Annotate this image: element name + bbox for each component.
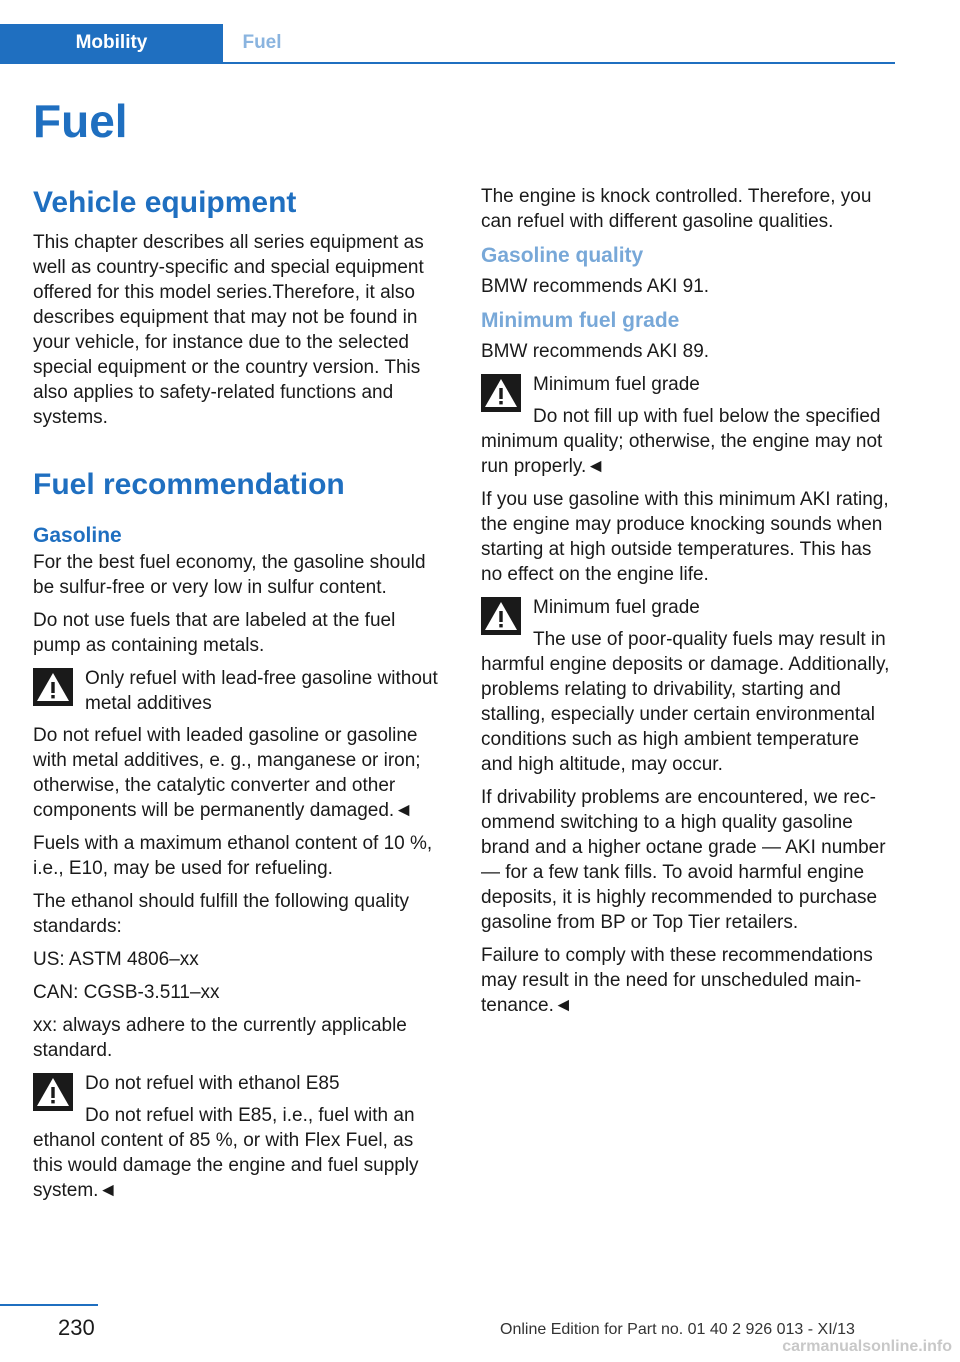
warning-body: Do not fill up with fuel below the specified minimum quality; otherwise, the engine may not run properly.◄ <box>481 406 883 477</box>
left-column <box>33 184 448 1211</box>
paragraph-gasoline-quality: BMW recommends AKI 91. <box>481 276 710 297</box>
heading-vehicle-equipment: Vehicle equipment <box>33 186 297 219</box>
warning-minimum-grade-1 <box>481 372 896 479</box>
paragraph-gasoline-1: For the best fuel economy, the gasoline should be sulfur-free or very low in sulfur content. <box>33 552 426 598</box>
paragraph-vehicle-equipment: This chapter describes all series equipment as well as country-specific and special equipment offered for this model series.Therefore, it also describes equipment that may not be found in your vehicle, for instance due to the selected special equipment or the country version. This also applies to safety-related functions and systems. <box>33 232 424 428</box>
warning-triangle-icon <box>33 1073 73 1111</box>
paragraph-drivability: If drivability problems are encountered, we recommend switching to a high quality gasoline brand and a higher octane grade — AKI number — for a few tank fills. To avoid harmful engine deposits, it is highly recommended to purchase gasoline from BP or Top Tier retailers. <box>481 787 886 933</box>
paragraph-ethanol-1: Fuels with a maximum ethanol content of 10 %, i.e., E10, may be used for refueling. <box>33 833 433 879</box>
paragraph-minimum-fuel-grade: BMW recommends AKI 89. <box>481 341 710 362</box>
warning-e85 <box>33 1071 448 1203</box>
edition-info: Online Edition for Part no. 01 40 2 926 013 - XI/13 <box>500 1321 855 1338</box>
paragraph-knock-controlled: The engine is knock controlled. Therefore, you can refuel with different gasoline qualities. <box>481 186 872 232</box>
warning-triangle-icon <box>33 668 73 706</box>
paragraph-xx-note: xx: always adhere to the currently applicable standard. <box>33 1015 407 1061</box>
right-column <box>481 184 896 1026</box>
paragraph-aki-rating: If you use gasoline with this minimum AKI rating, the engine may produce knocking sounds when starting at high outside temperatures. This has no effect on the engine life. <box>481 489 889 585</box>
heading-minimum-fuel-grade: Minimum fuel grade <box>481 309 680 332</box>
warning-body: Do not refuel with E85, i.e., fuel with an ethanol content of 85 %, or with Flex Fuel, as this would damage the engine and fuel supply system.◄ <box>33 1105 419 1201</box>
warning-title: Minimum fuel grade <box>533 597 700 618</box>
warning-body: Do not refuel with leaded gasoline or gasoline with metal additives, e. g., manganese or iron; otherwise, the catalytic converter and other components will be permanently damaged.◄ <box>33 725 421 821</box>
heading-gasoline: Gasoline <box>33 524 122 547</box>
paragraph-gasoline-2: Do not use fuels that are labeled at the fuel pump as containing metals. <box>33 610 396 656</box>
header-tabs <box>0 24 895 64</box>
paragraph-failure: Failure to comply with these recommendations may result in the need for unscheduled maintenance.◄ <box>481 945 873 1016</box>
warning-title: Minimum fuel grade <box>533 374 700 395</box>
paragraph-can-standard: CAN: CGSB-3.511–xx <box>33 982 220 1003</box>
tab-fuel[interactable]: Fuel <box>242 32 282 53</box>
paragraph-ethanol-2: The ethanol should fulfill the following quality standards: <box>33 891 410 937</box>
footer-divider <box>0 1304 98 1306</box>
page-number: 230 <box>58 1315 95 1340</box>
heading-fuel-recommendation: Fuel recommendation <box>33 468 345 501</box>
warning-lead-free <box>33 666 448 823</box>
heading-gasoline-quality: Gasoline quality <box>481 244 644 267</box>
tab-mobility[interactable]: Mobility <box>0 24 223 62</box>
warning-body: The use of poor-quality fuels may result in harmful engine deposits or damage. Additionally, problems relating to drivability, starting and stalling, especially under certain environmental conditions such as high ambient temperature and high altitude, may occur. <box>481 629 890 775</box>
warning-triangle-icon <box>481 374 521 412</box>
warning-title: Only refuel with lead-free gasoline without metal additives <box>85 668 438 714</box>
paragraph-us-standard: US: ASTM 4806–xx <box>33 949 199 970</box>
warning-title: Do not refuel with ethanol E85 <box>85 1073 340 1094</box>
warning-triangle-icon <box>481 597 521 635</box>
warning-minimum-grade-2 <box>481 595 896 777</box>
watermark: carmanualsonline.info <box>782 1338 952 1355</box>
page-title: Fuel <box>33 95 128 147</box>
